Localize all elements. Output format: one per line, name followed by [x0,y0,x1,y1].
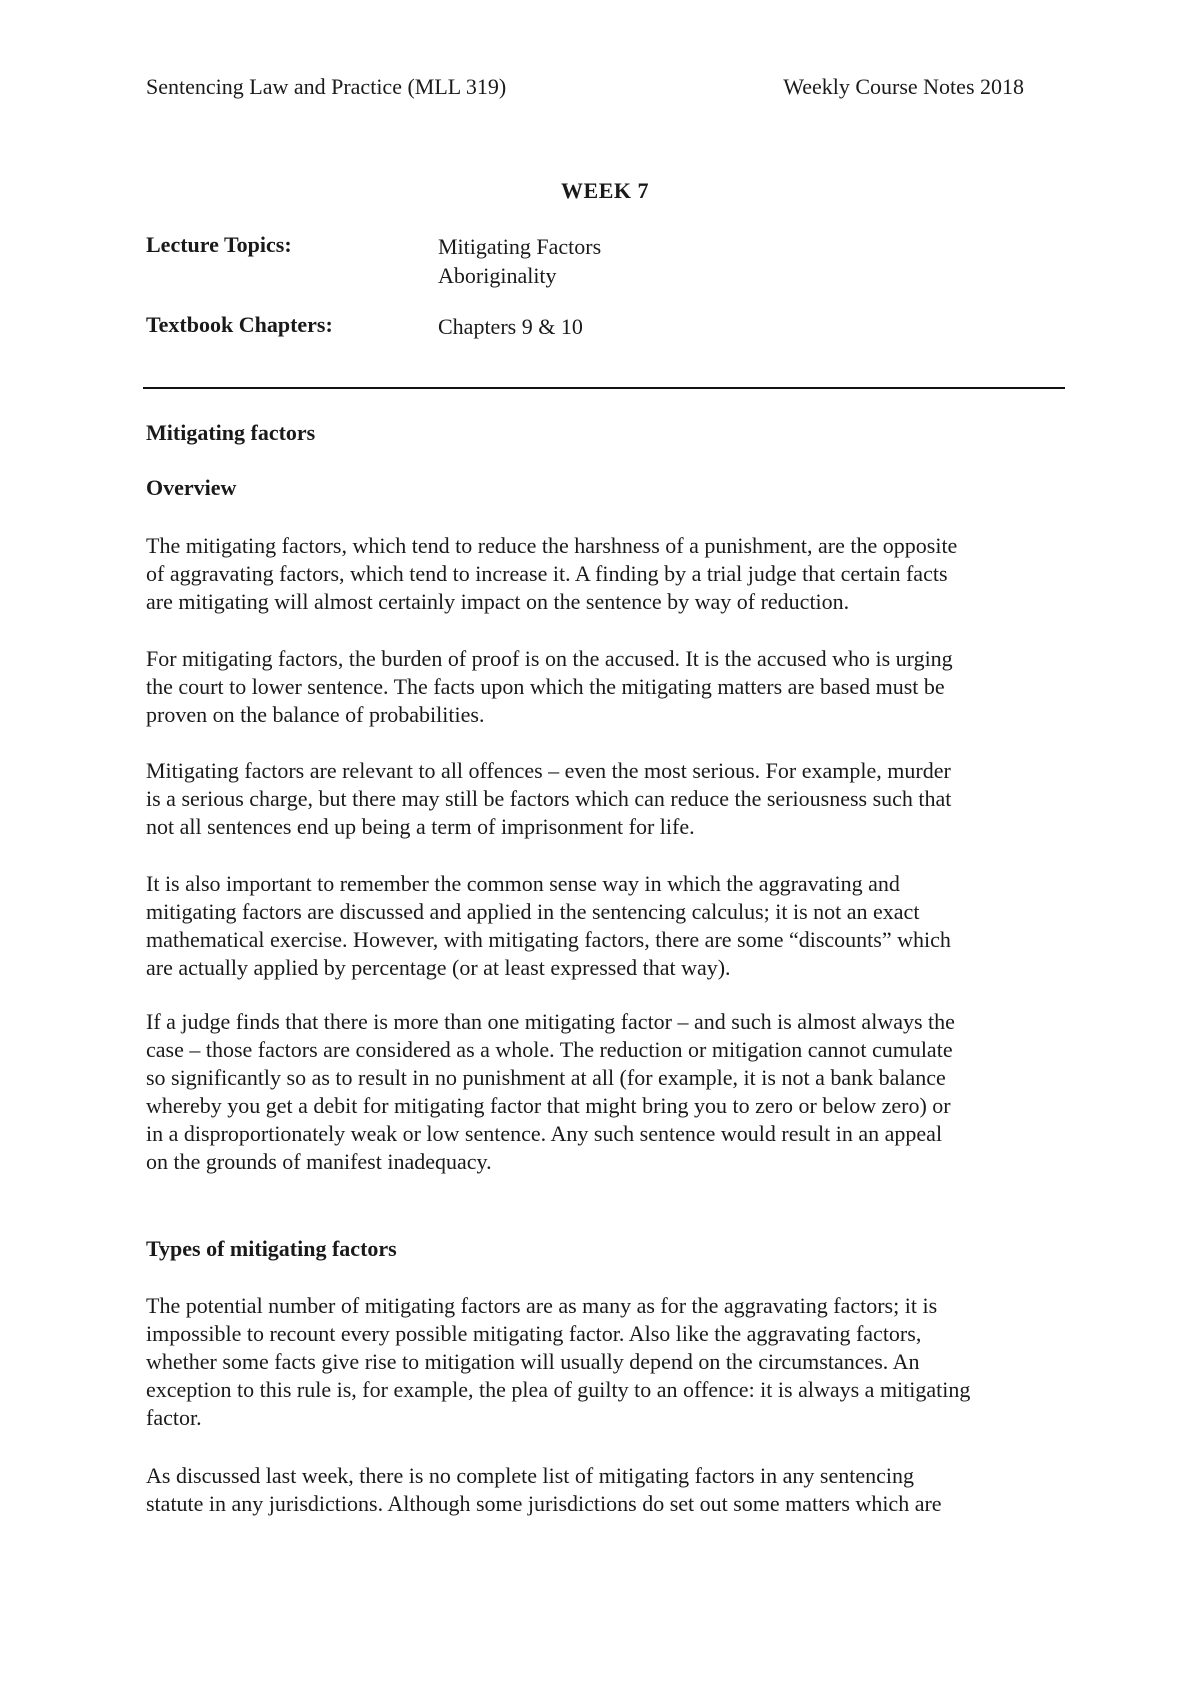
section-heading: Mitigating factors [146,420,316,445]
paragraph-line: is a serious charge, but there may still be factors which can reduce the seriousness such that [146,786,952,811]
paragraph-line: Mitigating factors are relevant to all offences – even the most serious. For example, murder [146,758,951,783]
section-heading: Types of mitigating factors [146,1236,397,1261]
paragraph-line: mitigating factors are discussed and applied in the sentencing calculus; it is not an exact [146,899,920,924]
paragraph-line: statute in any jurisdictions. Although some jurisdictions do set out some matters which are [146,1491,942,1516]
paragraph-line: impossible to recount every possible mitigating factor. Also like the aggravating factors, [146,1321,922,1346]
paragraph-line: whether some facts give rise to mitigation will usually depend on the circumstances. An [146,1349,920,1374]
paragraph-line: in a disproportionately weak or low sentence. Any such sentence would result in an appeal [146,1121,943,1146]
section-divider [143,387,1065,389]
paragraph-line: The mitigating factors, which tend to reduce the harshness of a punishment, are the opposite [146,533,958,558]
paragraph-line: are actually applied by percentage (or at least expressed that way). [146,955,731,980]
paragraph-line: the court to lower sentence. The facts upon which the mitigating matters are based must be [146,674,945,699]
paragraph [146,1008,1066,1176]
lecture-topic-item: Mitigating Factors [438,234,602,259]
paragraph-line: whereby you get a debit for mitigating factor that might bring you to zero or below zero) or [146,1093,951,1118]
paragraph [146,870,1066,982]
lecture-topics-list [438,232,601,290]
notes-title: Weekly Course Notes 2018 [783,74,1024,99]
lecture-topic-item: Aboriginality [438,263,557,288]
textbook-chapters-value [438,312,583,341]
course-title: Sentencing Law and Practice (MLL 319) [146,74,507,99]
paragraph-line: case – those factors are considered as a whole. The reduction or mitigation cannot cumulate [146,1037,953,1062]
paragraph [146,1292,1066,1432]
paragraph-line: The potential number of mitigating factors are as many as for the aggravating factors; it is [146,1293,938,1318]
paragraph-line: proven on the balance of probabilities. [146,702,485,727]
paragraph-line: mathematical exercise. However, with mitigating factors, there are some “discounts” which [146,927,951,952]
lecture-topics-label: Lecture Topics: [146,232,292,257]
textbook-chapters-label: Textbook Chapters: [146,312,333,337]
paragraph-line: so significantly so as to result in no punishment at all (for example, it is not a bank balance [146,1065,946,1090]
subsection-heading: Overview [146,475,237,500]
paragraph [146,1462,1066,1518]
paragraph-line: If a judge finds that there is more than one mitigating factor – and such is almost always the [146,1009,955,1034]
paragraph-line: on the grounds of manifest inadequacy. [146,1149,492,1174]
paragraph-line: exception to this rule is, for example, the plea of guilty to an offence: it is always a mitigating [146,1377,971,1402]
paragraph-line: factor. [146,1405,202,1430]
paragraph [146,532,1066,616]
paragraph-line: not all sentences end up being a term of imprisonment for life. [146,814,695,839]
paragraph-line: As discussed last week, there is no complete list of mitigating factors in any sentencing [146,1463,914,1488]
paragraph-line: For mitigating factors, the burden of proof is on the accused. It is the accused who is urging [146,646,953,671]
paragraph-line: are mitigating will almost certainly impact on the sentence by way of reduction. [146,589,850,614]
paragraph [146,757,1066,841]
paragraph [146,645,1066,729]
paragraph-line: It is also important to remember the common sense way in which the aggravating and [146,871,900,896]
textbook-chapters-text: Chapters 9 & 10 [438,314,583,339]
paragraph-line: of aggravating factors, which tend to increase it. A finding by a trial judge that certain facts [146,561,948,586]
week-title: WEEK 7 [561,178,649,203]
